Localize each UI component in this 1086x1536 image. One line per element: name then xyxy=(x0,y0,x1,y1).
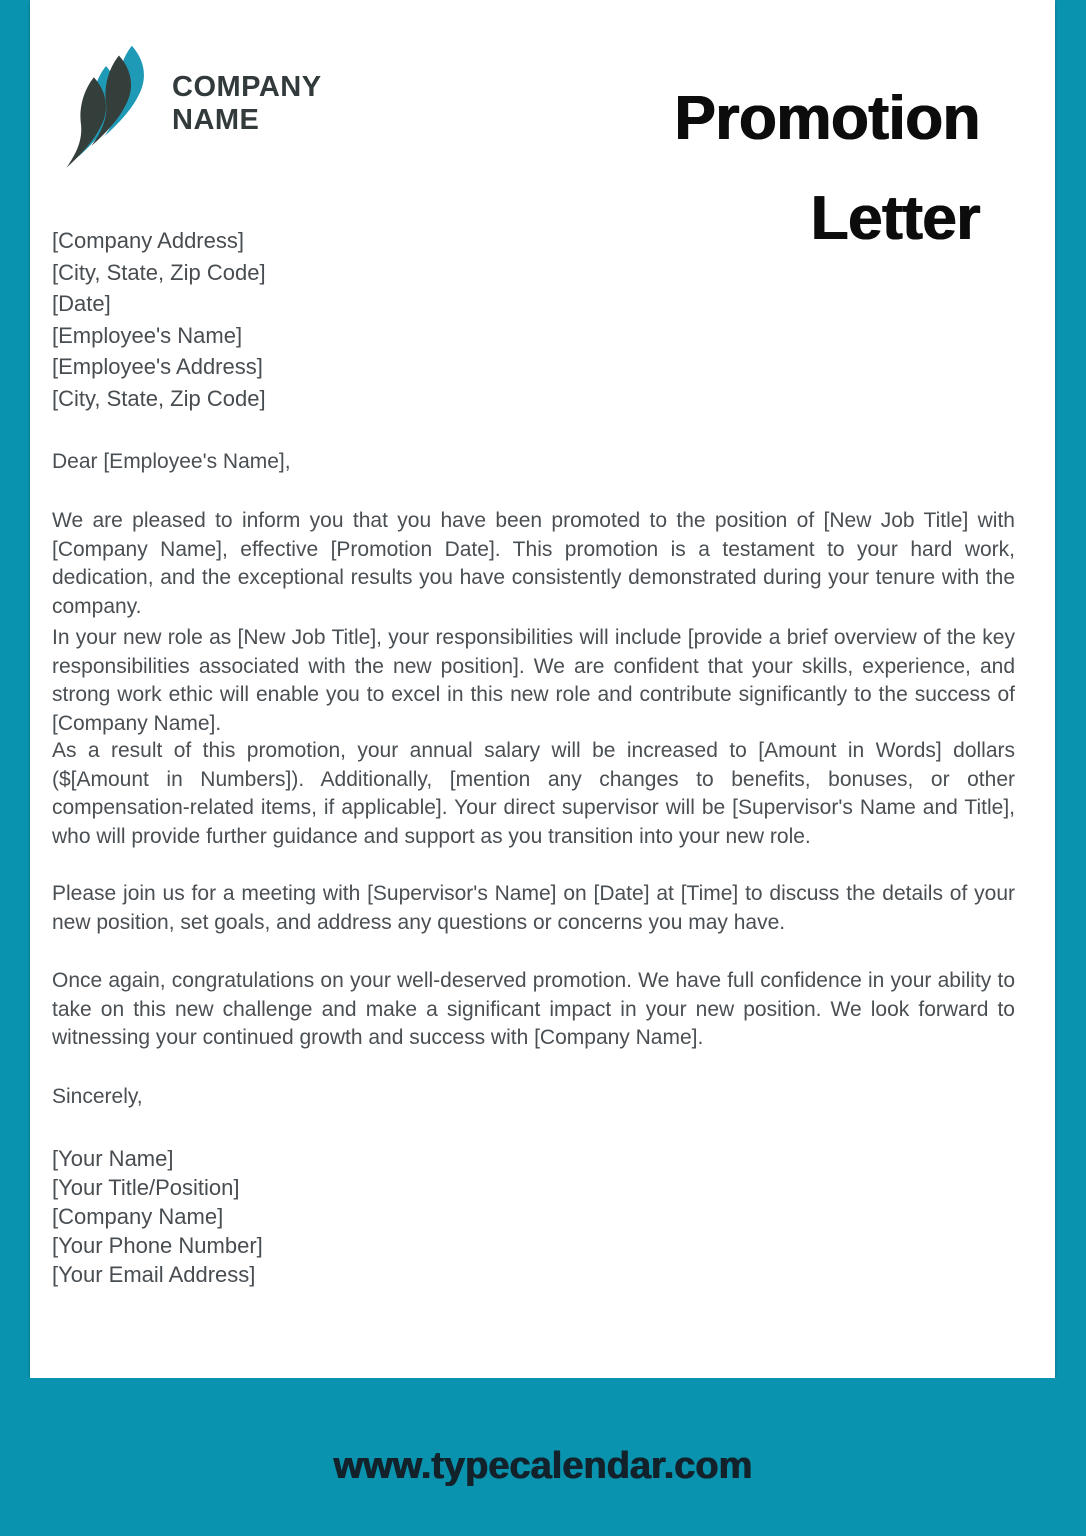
signature-line: [Your Title/Position] xyxy=(52,1175,240,1200)
company-name-line1: COMPANY xyxy=(172,71,322,103)
recipient-line: [City, State, Zip Code] xyxy=(52,259,266,285)
recipient-line: [Company Address] xyxy=(52,228,244,253)
letter-paragraph-5: Once again, congratulations on your well-deserved promotion. We have full confidence in your ability to take on this new challenge and make a significant impact in your new position. We look forward to witnessing your continued growth and success with [Company Name]. xyxy=(52,969,1015,1049)
letter-sheet xyxy=(30,0,1055,1378)
signature-line: [Your Phone Number] xyxy=(52,1233,263,1258)
recipient-line: [City, State, Zip Code] xyxy=(52,385,266,411)
footer-website-url: www.typecalendar.com xyxy=(333,1445,753,1487)
letter-paragraph-4: Please join us for a meeting with [Supervisor's Name] on [Date] at [Time] to discuss the details of your new position, set goals, and address any questions or concerns you may have. xyxy=(52,882,1015,934)
flame-logo-icon xyxy=(64,44,148,172)
recipient-line: [Employee's Name] xyxy=(52,322,243,348)
closing: Sincerely, xyxy=(52,1085,143,1108)
letter-paragraph-1: We are pleased to inform you that you have been promoted to the position of [New Job Title] with [Company Name], effective [Promotion Date]. This promotion is a testament to your hard work, dedication, and the exceptional results you have consistently demonstrated during your tenure with the company. xyxy=(52,509,1015,618)
company-name-line2: NAME xyxy=(172,104,260,136)
signature-line: [Your Name] xyxy=(52,1146,174,1171)
salutation: Dear [Employee's Name], xyxy=(52,450,291,473)
signature-line: [Company Name] xyxy=(52,1204,224,1229)
signature-block xyxy=(52,1144,263,1289)
recipient-line: [Employee's Address] xyxy=(52,354,263,379)
page-title xyxy=(675,69,980,269)
recipient-block xyxy=(52,225,266,414)
page-title-line2: Letter xyxy=(810,184,980,253)
letter-paragraph-3: As a result of this promotion, your annual salary will be increased to [Amount in Words] dollars ($[Amount in Numbers]). Additionally, [mention any changes to benefits, bonuses, or other compensation-related items, if applicable]. Your direct supervisor will be [Supervisor's Name and Title], who will provide further guidance and support as you transition into your new role. xyxy=(52,739,1015,848)
recipient-line: [Date] xyxy=(52,291,111,316)
letter-paragraph-2: In your new role as [New Job Title], your responsibilities will include [provide a brief overview of the key responsibilities associated with the new position]. We are confident that your skills, experience, and strong work ethic will enable you to excel in this new role and contribute significantly to the success of [Company Name]. xyxy=(52,626,1015,735)
page-title-line1: Promotion xyxy=(674,84,980,153)
company-name xyxy=(172,71,322,137)
signature-line: [Your Email Address] xyxy=(52,1262,256,1287)
